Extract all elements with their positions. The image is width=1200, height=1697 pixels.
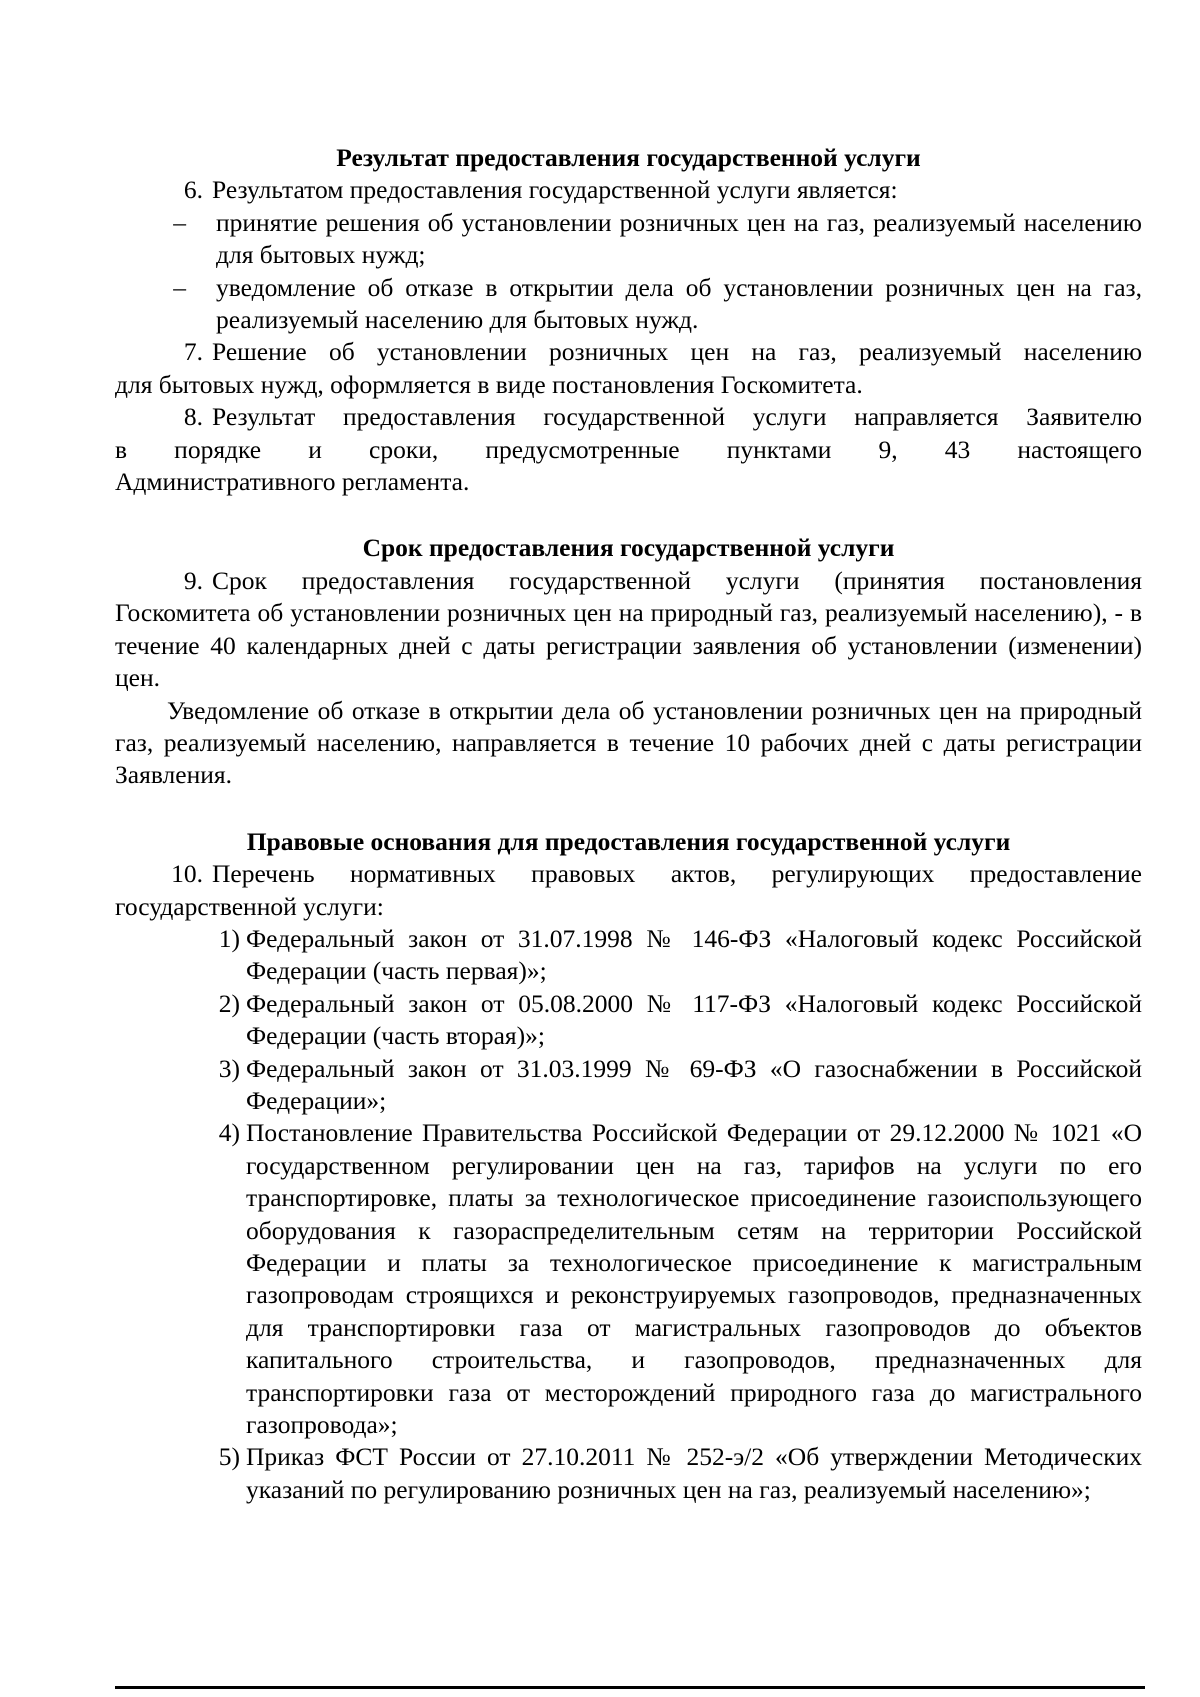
list-item <box>115 272 1142 337</box>
paragraph-6 <box>115 174 1142 206</box>
list-item-text: принятие решения об установлении розничных цен на газ, реализуемый населению для бытовых нужд; <box>216 207 1142 270</box>
paragraph-9 <box>115 565 1142 695</box>
paragraph-text-first-line: Перечень нормативных правовых актов, регулирующих предоставление <box>212 859 1142 889</box>
list-item-text: уведомление об отказе в открытии дела об установлении розничных цен на газ, реализуемый населению для бытовых нужд. <box>216 272 1142 335</box>
list-number: 1) <box>218 923 240 953</box>
paragraph-8 <box>115 401 1142 498</box>
section-heading-legal-basis: Правовые основания для предоставления государственной услуги <box>246 826 1011 856</box>
page-bottom-rule <box>115 1686 1145 1689</box>
paragraph-text: государственной услуги: <box>115 891 384 921</box>
paragraph-text: Госкомитета об установлении розничных цен на природный газ, реализуемый населению), - в течение 40 календарных дней с даты регистрации заявления об установлении (изменении) цен. <box>115 598 1142 693</box>
paragraph-number: 9. <box>183 565 203 595</box>
paragraph-text-second-line: в порядке и сроки, предусмотренные пунктами 9, 43 настоящего <box>115 434 1142 464</box>
paragraph-10 <box>115 858 1142 923</box>
paragraph-text: Административного регламента. <box>115 467 470 497</box>
paragraph-text-first-line: Срок предоставления государственной услуги (принятия постановления <box>212 565 1142 595</box>
paragraph-number: 6. <box>183 175 203 205</box>
list-item-text: Федеральный закон от 05.08.2000 № 117-ФЗ «Налоговый кодекс Российской Федерации (часть вторая)»; <box>246 988 1142 1051</box>
paragraph-number: 8. <box>183 402 203 432</box>
paragraph-number: 7. <box>183 337 203 367</box>
document-page <box>115 142 1142 1506</box>
dash-marker: – <box>173 207 186 237</box>
paragraph-text-first-line: Решение об установлении розничных цен на газ, реализуемый населению <box>212 337 1142 367</box>
paragraph-text: для бытовых нужд, оформляется в виде постановления Госкомитета. <box>115 369 863 399</box>
paragraph-text-first-line: Результат предоставления государственной услуги направляется Заявителю <box>212 402 1142 432</box>
dash-marker: – <box>173 272 186 302</box>
list-item <box>115 988 1142 1053</box>
list-item <box>115 1117 1142 1441</box>
list-item-text: Федеральный закон от 31.03.1999 № 69-ФЗ «О газоснабжении в Российской Федерации»; <box>246 1053 1142 1115</box>
list-item-text: Постановление Правительства Российской Федерации от 29.12.2000 № 1021 «О государственном регулировании цен на газ, тарифов на услуги по его транспортировке, платы за технологическое присоединение газоиспользующего оборудования к газораспределительным сетям на территории Российской Федерации и платы за технологическое присоединение к магистральным газопроводам строящихся и реконструируемых газопроводов, предназначенных для транспортировки газа от магистральных газопроводов до объектов капитального строительства, и газопроводов, предназначенных для транспортировки газа от месторождений природного газа до магистрального газопровода»; <box>246 1118 1142 1440</box>
list-number: 3) <box>218 1053 240 1083</box>
list-item <box>115 207 1142 272</box>
section-heading-result: Результат предоставления государственной услуги <box>336 143 921 172</box>
list-number: 2) <box>218 988 240 1018</box>
paragraph-notice: Уведомление об отказе в открытии дела об установлении розничных цен на природный газ, реализуемый населению, направляется в течение 10 рабочих дней с даты регистрации Заявления. <box>115 695 1142 790</box>
paragraph-text: Результатом предоставления государственной услуги является: <box>212 175 898 205</box>
list-item-text: Приказ ФСТ России от 27.10.2011 № 252-э/2 «Об утверждении Методических указаний по регулированию розничных цен на газ, реализуемый населению»; <box>246 1442 1142 1504</box>
list-item-text: Федеральный закон от 31.07.1998 № 146-ФЗ «Налоговый кодекс Российской Федерации (часть первая)»; <box>246 923 1142 986</box>
section-heading-term: Срок предоставления государственной услуги <box>362 533 895 563</box>
list-item <box>115 1053 1142 1118</box>
paragraph-number: 10. <box>171 859 203 889</box>
list-item <box>115 1441 1142 1506</box>
list-item <box>115 923 1142 988</box>
list-number: 5) <box>218 1442 240 1472</box>
paragraph-7 <box>115 336 1142 401</box>
list-number: 4) <box>218 1118 240 1148</box>
